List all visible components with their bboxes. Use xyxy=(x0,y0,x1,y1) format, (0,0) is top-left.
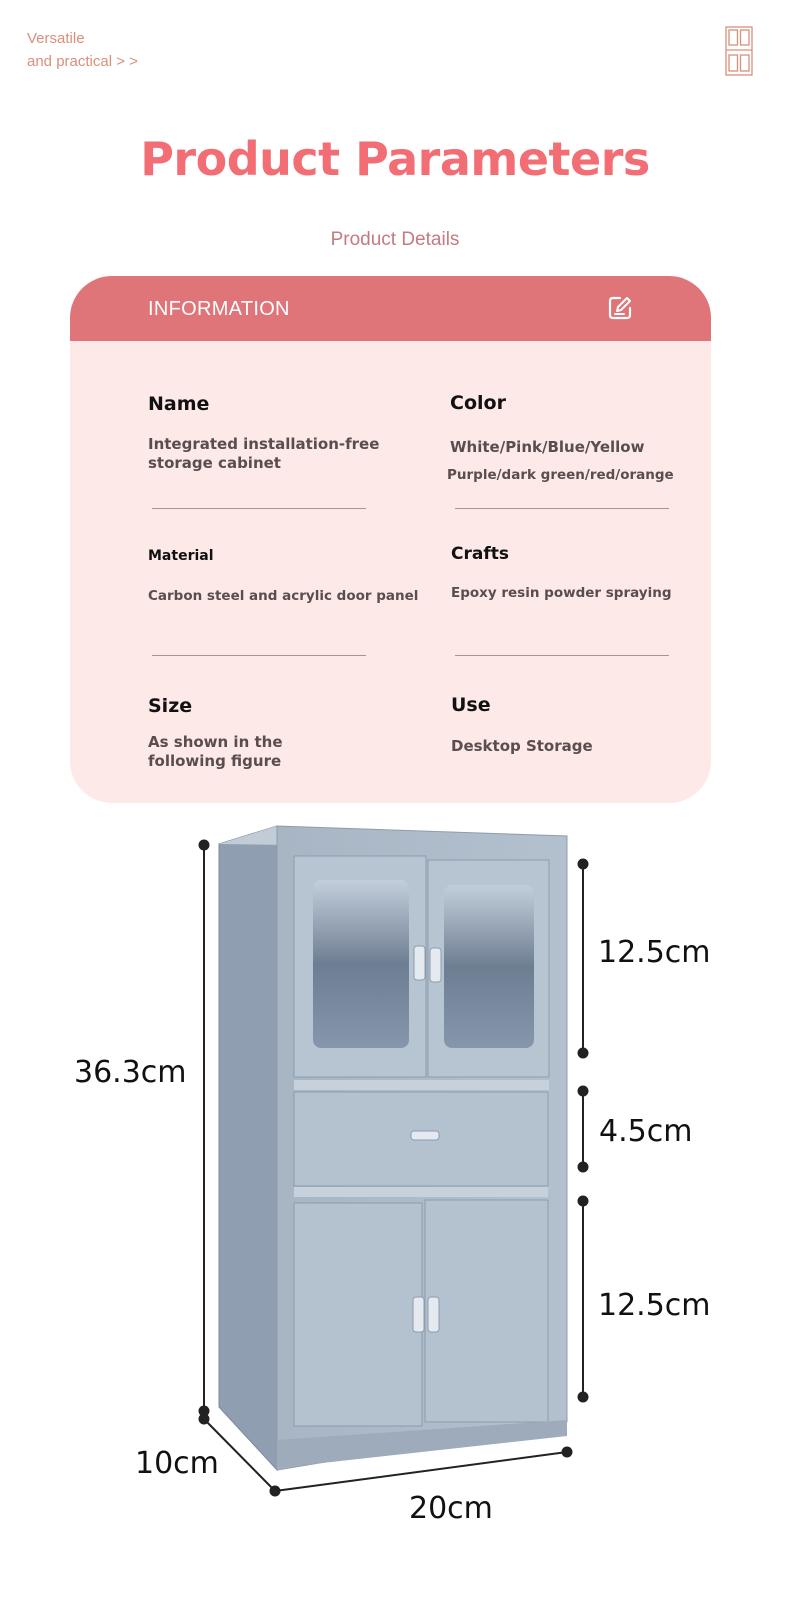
information-header-title: INFORMATION xyxy=(148,298,290,320)
param-value-2: Purple/dark green/red/orange xyxy=(447,467,674,483)
param-value: Carbon steel and acrylic door panel xyxy=(148,588,419,604)
param-value: Integrated installation-free storage cabinet xyxy=(148,435,380,472)
tagline-line-1: Versatile xyxy=(27,30,85,47)
information-header xyxy=(70,276,711,341)
param-value: White/Pink/Blue/Yellow xyxy=(450,438,645,456)
param-label: Crafts xyxy=(451,544,509,564)
param-label: Use xyxy=(451,694,491,716)
tagline-line-2[interactable]: and practical > > xyxy=(27,53,138,70)
page-title: Product Parameters xyxy=(140,132,650,186)
param-value: Epoxy resin powder spraying xyxy=(451,585,672,601)
param-value: As shown in the following figure xyxy=(148,733,283,770)
param-label: Color xyxy=(450,392,506,414)
divider xyxy=(152,655,366,656)
param-label: Size xyxy=(148,695,193,717)
param-color xyxy=(447,392,700,485)
param-use xyxy=(451,694,691,756)
divider xyxy=(455,508,669,509)
divider xyxy=(152,508,366,509)
dimension-total-height: 36.3cm xyxy=(74,1055,187,1090)
edit-icon[interactable] xyxy=(606,294,634,322)
param-value: Desktop Storage xyxy=(451,737,593,755)
param-label: Material xyxy=(148,548,214,564)
param-material xyxy=(148,548,419,606)
param-label: Name xyxy=(148,393,210,415)
divider xyxy=(455,655,669,656)
param-crafts xyxy=(451,544,701,603)
param-size xyxy=(148,695,298,771)
cabinet-illustration xyxy=(0,820,790,1540)
dimension-bottom-section: 12.5cm xyxy=(598,1288,711,1323)
dimension-depth: 10cm xyxy=(135,1446,219,1481)
grid-icon xyxy=(725,26,753,76)
dimension-drawer: 4.5cm xyxy=(599,1114,693,1149)
page-subtitle: Product Details xyxy=(330,229,460,250)
tagline xyxy=(27,27,138,73)
dimension-top-section: 12.5cm xyxy=(598,935,711,970)
param-name xyxy=(148,393,388,473)
dimension-width: 20cm xyxy=(409,1491,493,1526)
information-card xyxy=(70,276,711,803)
